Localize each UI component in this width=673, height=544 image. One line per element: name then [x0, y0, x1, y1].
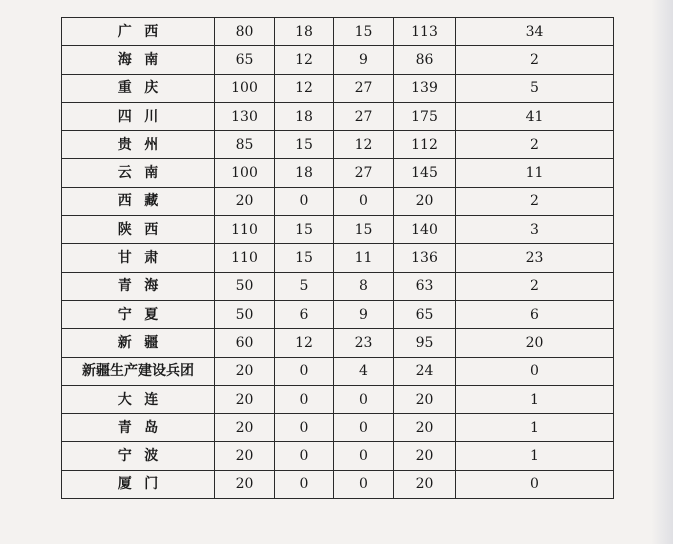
value-cell-col-1: 100: [215, 74, 275, 102]
value-cell-col-3: 0: [334, 414, 394, 442]
table-row: [62, 329, 614, 357]
value-cell-col-2: 0: [275, 357, 334, 385]
value-cell-col-4: 65: [394, 300, 456, 328]
value-cell-col-3: 9: [334, 46, 394, 74]
value-cell-col-2: 15: [275, 216, 334, 244]
region-name-cell: 贵州: [62, 131, 215, 159]
table-body: [62, 18, 614, 499]
value-cell-col-3: 0: [334, 442, 394, 470]
value-cell-col-5: 0: [456, 470, 614, 498]
value-cell-col-5: 3: [456, 216, 614, 244]
table-row: [62, 18, 614, 46]
value-cell-col-4: 95: [394, 329, 456, 357]
region-name-cell: 四川: [62, 102, 215, 130]
region-name-cell: 西藏: [62, 187, 215, 215]
value-cell-col-1: 80: [215, 18, 275, 46]
value-cell-col-4: 20: [394, 442, 456, 470]
scan-edge: [651, 0, 673, 544]
region-name-cell: 宁波: [62, 442, 215, 470]
value-cell-col-3: 9: [334, 300, 394, 328]
value-cell-col-1: 20: [215, 470, 275, 498]
value-cell-col-2: 0: [275, 187, 334, 215]
table-row: [62, 244, 614, 272]
value-cell-col-4: 113: [394, 18, 456, 46]
region-name-cell: 甘肃: [62, 244, 215, 272]
value-cell-col-2: 0: [275, 442, 334, 470]
value-cell-col-4: 136: [394, 244, 456, 272]
value-cell-col-3: 0: [334, 385, 394, 413]
value-cell-col-1: 20: [215, 442, 275, 470]
value-cell-col-5: 34: [456, 18, 614, 46]
value-cell-col-2: 15: [275, 131, 334, 159]
region-name-cell: 青海: [62, 272, 215, 300]
table-row: [62, 159, 614, 187]
table-row: [62, 131, 614, 159]
value-cell-col-2: 6: [275, 300, 334, 328]
value-cell-col-1: 65: [215, 46, 275, 74]
table-row: [62, 442, 614, 470]
value-cell-col-2: 0: [275, 385, 334, 413]
value-cell-col-3: 8: [334, 272, 394, 300]
region-name-cell: 陕西: [62, 216, 215, 244]
value-cell-col-1: 100: [215, 159, 275, 187]
value-cell-col-1: 50: [215, 300, 275, 328]
value-cell-col-3: 27: [334, 102, 394, 130]
region-name-cell: 厦门: [62, 470, 215, 498]
value-cell-col-1: 50: [215, 272, 275, 300]
value-cell-col-4: 20: [394, 385, 456, 413]
value-cell-col-5: 2: [456, 272, 614, 300]
table-row: [62, 385, 614, 413]
value-cell-col-5: 1: [456, 385, 614, 413]
value-cell-col-4: 175: [394, 102, 456, 130]
table-row: [62, 187, 614, 215]
value-cell-col-2: 15: [275, 244, 334, 272]
value-cell-col-1: 20: [215, 187, 275, 215]
value-cell-col-2: 18: [275, 159, 334, 187]
value-cell-col-5: 2: [456, 46, 614, 74]
value-cell-col-3: 0: [334, 187, 394, 215]
value-cell-col-4: 145: [394, 159, 456, 187]
region-name-cell: 新疆: [62, 329, 215, 357]
value-cell-col-3: 11: [334, 244, 394, 272]
value-cell-col-5: 1: [456, 442, 614, 470]
value-cell-col-4: 20: [394, 414, 456, 442]
table-row: [62, 74, 614, 102]
value-cell-col-2: 12: [275, 329, 334, 357]
value-cell-col-2: 0: [275, 414, 334, 442]
table-row: [62, 414, 614, 442]
value-cell-col-4: 139: [394, 74, 456, 102]
value-cell-col-3: 4: [334, 357, 394, 385]
value-cell-col-1: 110: [215, 244, 275, 272]
table-row: [62, 216, 614, 244]
value-cell-col-3: 27: [334, 74, 394, 102]
value-cell-col-2: 12: [275, 74, 334, 102]
value-cell-col-1: 130: [215, 102, 275, 130]
value-cell-col-4: 24: [394, 357, 456, 385]
region-name-cell: 大连: [62, 385, 215, 413]
value-cell-col-3: 12: [334, 131, 394, 159]
value-cell-col-4: 86: [394, 46, 456, 74]
value-cell-col-4: 112: [394, 131, 456, 159]
value-cell-col-3: 15: [334, 216, 394, 244]
value-cell-col-2: 18: [275, 102, 334, 130]
table-row: [62, 272, 614, 300]
value-cell-col-3: 27: [334, 159, 394, 187]
value-cell-col-5: 20: [456, 329, 614, 357]
value-cell-col-2: 0: [275, 470, 334, 498]
value-cell-col-4: 140: [394, 216, 456, 244]
region-name-cell: 海南: [62, 46, 215, 74]
value-cell-col-1: 20: [215, 385, 275, 413]
table-row: [62, 300, 614, 328]
region-name-cell: 宁夏: [62, 300, 215, 328]
value-cell-col-5: 2: [456, 131, 614, 159]
value-cell-col-5: 0: [456, 357, 614, 385]
table-row: [62, 357, 614, 385]
value-cell-col-2: 12: [275, 46, 334, 74]
value-cell-col-2: 5: [275, 272, 334, 300]
value-cell-col-5: 41: [456, 102, 614, 130]
region-name-cell: 新疆生产建设兵团: [62, 357, 215, 385]
value-cell-col-5: 5: [456, 74, 614, 102]
table-row: [62, 102, 614, 130]
value-cell-col-1: 60: [215, 329, 275, 357]
value-cell-col-5: 1: [456, 414, 614, 442]
value-cell-col-1: 20: [215, 414, 275, 442]
value-cell-col-5: 2: [456, 187, 614, 215]
region-name-cell: 重庆: [62, 74, 215, 102]
value-cell-col-3: 23: [334, 329, 394, 357]
table-row: [62, 46, 614, 74]
value-cell-col-5: 11: [456, 159, 614, 187]
value-cell-col-1: 85: [215, 131, 275, 159]
value-cell-col-4: 20: [394, 470, 456, 498]
value-cell-col-1: 20: [215, 357, 275, 385]
value-cell-col-2: 18: [275, 18, 334, 46]
value-cell-col-4: 63: [394, 272, 456, 300]
data-table: [61, 17, 614, 499]
region-name-cell: 青岛: [62, 414, 215, 442]
value-cell-col-5: 6: [456, 300, 614, 328]
table-row: [62, 470, 614, 498]
value-cell-col-1: 110: [215, 216, 275, 244]
value-cell-col-5: 23: [456, 244, 614, 272]
value-cell-col-3: 0: [334, 470, 394, 498]
region-name-cell: 广西: [62, 18, 215, 46]
region-name-cell: 云南: [62, 159, 215, 187]
value-cell-col-3: 15: [334, 18, 394, 46]
value-cell-col-4: 20: [394, 187, 456, 215]
